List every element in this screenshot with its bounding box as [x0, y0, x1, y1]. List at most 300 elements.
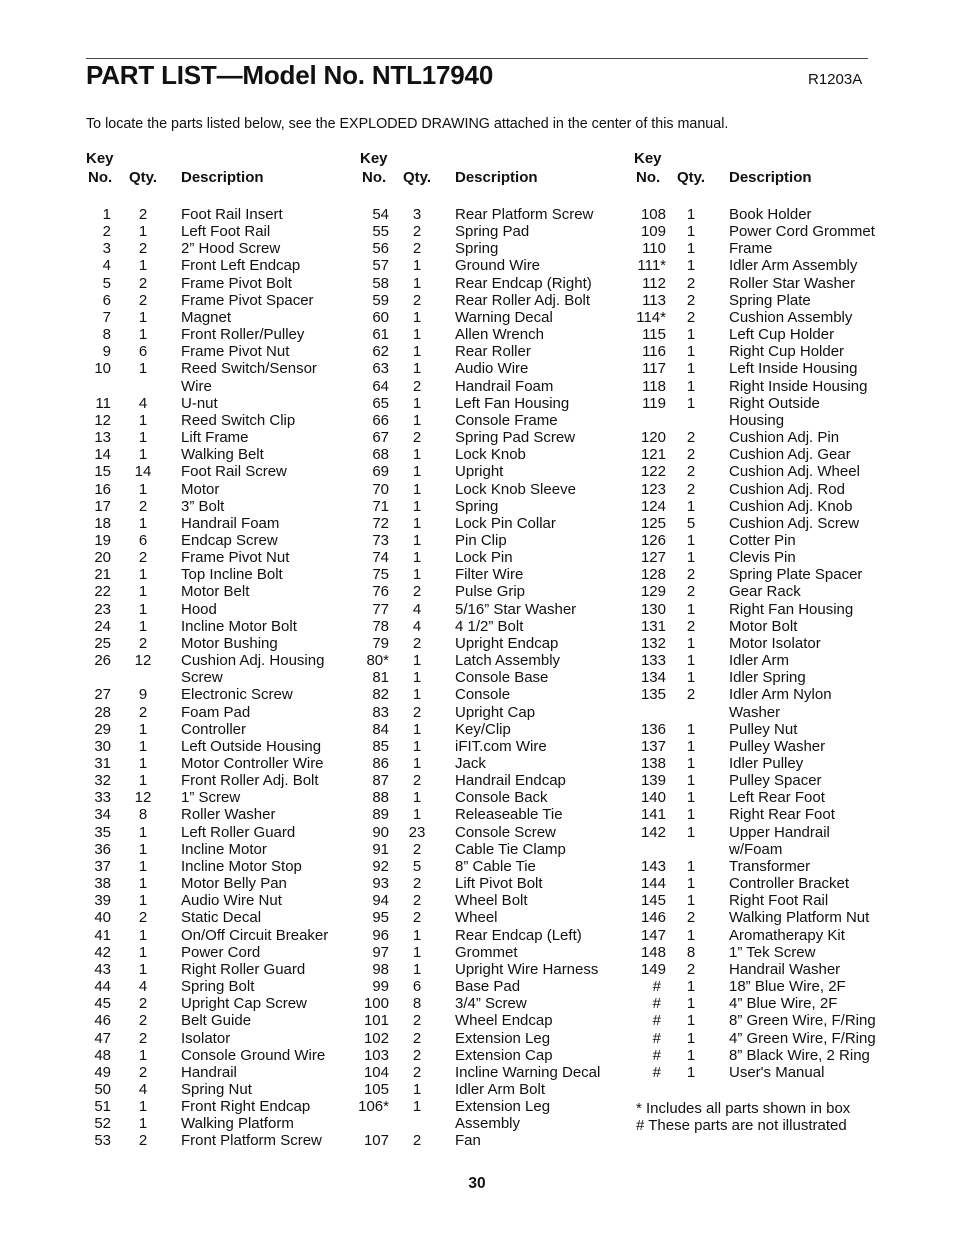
part-quantity: 1 [412, 274, 422, 292]
description-label: Description [455, 169, 538, 186]
part-quantity: 1 [686, 1012, 696, 1030]
part-description: Base Pad [455, 978, 521, 996]
no-label: No. [88, 169, 113, 186]
part-description: Reed Switch/Sensor [181, 360, 317, 378]
part-description: Console Base [455, 669, 549, 687]
part-quantity: 2 [686, 463, 696, 481]
part-description: Roller Washer [181, 806, 276, 824]
part-quantity: 1 [686, 1063, 696, 1081]
part-description: Upper Handrail [729, 823, 830, 841]
part-description: w/Foam [729, 840, 783, 858]
part-key-number: 22 [94, 583, 111, 601]
part-key-number: 99 [372, 978, 389, 996]
part-key-number: 27 [94, 686, 111, 704]
part-quantity: 1 [686, 652, 696, 670]
part-quantity: 2 [138, 909, 148, 927]
part-key-number: 44 [94, 978, 111, 996]
part-key-number: 8 [102, 326, 111, 344]
part-description: Motor Belly Pan [181, 875, 287, 893]
part-key-number: 48 [94, 1046, 111, 1064]
description-label: Description [181, 169, 264, 186]
part-key-number: 55 [372, 223, 389, 241]
part-description: Audio Wire [455, 360, 529, 378]
part-key-number: 31 [94, 755, 111, 772]
footnote-asterisk: * Includes all parts shown in box [636, 1100, 851, 1117]
part-description: Reed Switch Clip [181, 411, 296, 429]
part-quantity: 2 [412, 583, 422, 601]
part-quantity: 1 [138, 617, 148, 635]
part-key-number: 68 [372, 446, 389, 464]
description-label: Description [729, 169, 812, 186]
part-quantity: 8 [138, 806, 148, 824]
part-key-number: 51 [94, 1098, 111, 1116]
part-quantity: 1 [686, 326, 696, 344]
part-quantity: 1 [412, 926, 422, 944]
part-description: Power Cord Grommet [729, 223, 875, 241]
part-key-number: 90 [372, 823, 389, 841]
part-key-number: 81 [372, 669, 389, 687]
part-quantity: 1 [412, 549, 422, 567]
part-description: Rear Roller Adj. Bolt [455, 291, 591, 309]
part-description: Pulley Spacer [729, 772, 822, 790]
part-description: Idler Spring [729, 669, 806, 687]
part-description: Cotter Pin [729, 531, 796, 549]
part-quantity: 1 [686, 531, 696, 549]
part-description: Grommet [455, 943, 518, 961]
part-quantity: 1 [686, 206, 696, 223]
part-description: Front Left Endcap [181, 257, 301, 275]
part-quantity: 1 [686, 737, 696, 755]
part-key-number: 148 [640, 943, 666, 961]
part-quantity: 6 [138, 531, 148, 549]
part-quantity: 1 [412, 480, 422, 498]
part-quantity: 2 [412, 875, 422, 893]
part-description: Right Inside Housing [729, 377, 868, 395]
part-description: Left Roller Guard [181, 823, 296, 841]
part-quantity: 6 [412, 978, 422, 996]
part-quantity: 1 [412, 652, 422, 670]
part-key-number: 88 [372, 789, 389, 807]
part-key-number: 9 [102, 343, 111, 361]
part-quantity: 2 [686, 291, 696, 309]
part-quantity: 5 [686, 514, 696, 532]
part-key-number: 29 [94, 720, 111, 738]
part-quantity: 1 [412, 308, 422, 326]
part-description: Upright [455, 463, 504, 481]
part-quantity: 1 [412, 326, 422, 344]
part-description: Releaseable Tie [455, 806, 563, 824]
part-key-number: 103 [363, 1046, 389, 1064]
part-quantity: 1 [138, 960, 148, 978]
part-description: Front Roller Adj. Bolt [181, 772, 319, 790]
part-quantity: 2 [138, 549, 148, 567]
part-description: Frame Pivot Nut [181, 549, 290, 567]
part-key-number: 86 [372, 755, 389, 772]
part-quantity: 4 [138, 978, 148, 996]
part-description: Washer [729, 703, 781, 721]
part-description: Wire [181, 377, 212, 395]
part-key-number: 101 [363, 1012, 389, 1030]
part-key-number: 137 [640, 737, 666, 755]
part-key-number: 40 [94, 909, 111, 927]
part-quantity: 1 [686, 720, 696, 738]
part-key-number: 134 [640, 669, 666, 687]
part-description: Idler Pulley [729, 755, 804, 772]
part-quantity: 9 [138, 686, 148, 704]
page-title: PART LIST—Model No. NTL17940 [86, 60, 494, 90]
part-quantity: 1 [412, 257, 422, 275]
page-number: 30 [468, 1175, 486, 1192]
part-description: Rear Endcap (Right) [455, 274, 592, 292]
part-key-number: 127 [640, 549, 666, 567]
part-description: Cushion Adj. Knob [729, 497, 853, 515]
part-key-number: 107 [363, 1132, 389, 1150]
part-key-number: 32 [94, 772, 111, 790]
part-quantity: 1 [138, 600, 148, 618]
part-key-number: 120 [640, 429, 666, 447]
part-key-number: 145 [640, 892, 666, 910]
part-key-number: 129 [640, 583, 666, 601]
part-quantity: 1 [412, 1098, 422, 1116]
part-key-number: 115 [642, 326, 666, 344]
part-description: Left Inside Housing [729, 360, 858, 378]
part-key-number: 116 [642, 343, 666, 361]
part-key-number: 35 [94, 823, 111, 841]
part-description: Idler Arm Bolt [455, 1080, 546, 1098]
part-description: Extension Leg [455, 1029, 551, 1047]
part-key-number: 50 [94, 1080, 111, 1098]
part-key-number: 38 [94, 875, 111, 893]
part-description: Hood [181, 600, 217, 618]
part-description: Pulley Washer [729, 737, 826, 755]
part-description: Upright Cap Screw [181, 995, 307, 1013]
part-description: Electronic Screw [181, 686, 293, 704]
part-key-number: 37 [94, 857, 111, 875]
part-quantity: 2 [412, 1012, 422, 1030]
part-key-number: 69 [372, 463, 389, 481]
part-key-number: 124 [640, 497, 666, 515]
part-key-number: # [652, 995, 661, 1013]
part-key-number: 24 [94, 617, 111, 635]
part-key-number: 141 [640, 806, 666, 824]
part-quantity: 1 [686, 892, 696, 910]
part-quantity: 1 [138, 737, 148, 755]
part-quantity: 1 [138, 429, 148, 447]
part-description: Cushion Adj. Rod [729, 480, 845, 498]
part-quantity: 1 [412, 463, 422, 481]
part-quantity: 1 [412, 686, 422, 704]
part-description: Handrail Endcap [455, 772, 566, 790]
part-key-number: 119 [642, 394, 666, 412]
part-key-number: 109 [640, 223, 666, 241]
part-key-number: 82 [372, 686, 389, 704]
part-quantity: 1 [138, 411, 148, 429]
part-quantity: 2 [138, 1012, 148, 1030]
part-quantity: 2 [412, 377, 422, 395]
part-quantity: 5 [412, 857, 422, 875]
part-quantity: 1 [686, 360, 696, 378]
part-quantity: 2 [412, 892, 422, 910]
part-key-number: 59 [372, 291, 389, 309]
part-quantity: 2 [686, 909, 696, 927]
part-quantity: 23 [408, 823, 426, 841]
part-key-number: 47 [94, 1029, 111, 1047]
part-quantity: 2 [686, 583, 696, 601]
part-description: 1” Tek Screw [729, 943, 816, 961]
part-key-number: # [652, 978, 661, 996]
part-description: Cushion Assembly [729, 308, 853, 326]
part-description: Motor Controller Wire [181, 755, 324, 772]
part-key-number: 121 [640, 446, 666, 464]
part-key-number: 110 [642, 240, 666, 258]
part-quantity: 2 [412, 429, 422, 447]
part-quantity: 1 [686, 549, 696, 567]
part-key-number: 4 [102, 257, 111, 275]
part-quantity: 1 [686, 926, 696, 944]
part-key-number: 74 [372, 549, 389, 567]
part-key-number: 64 [372, 377, 389, 395]
part-quantity: 2 [686, 566, 696, 584]
part-key-number: 135 [640, 686, 666, 704]
part-description: Wheel Bolt [455, 892, 528, 910]
part-quantity: 1 [138, 892, 148, 910]
part-key-number: 20 [94, 549, 111, 567]
part-key-number: 142 [640, 823, 666, 841]
key-label: Key [86, 150, 114, 167]
footnotes [636, 1100, 850, 1134]
part-quantity: 1 [138, 223, 148, 241]
part-quantity: 1 [686, 240, 696, 258]
part-key-number: 1 [102, 206, 111, 223]
part-description: Rear Roller [455, 343, 531, 361]
part-key-number: 12 [94, 411, 111, 429]
part-quantity: 1 [138, 480, 148, 498]
part-quantity: 1 [412, 1080, 422, 1098]
top-rule [86, 58, 868, 59]
part-quantity: 1 [686, 343, 696, 361]
part-quantity: 2 [138, 240, 148, 258]
part-key-number: 130 [640, 600, 666, 618]
part-key-number: 102 [363, 1029, 389, 1047]
part-key-number: 85 [372, 737, 389, 755]
part-description: Rear Platform Screw [455, 206, 594, 223]
part-key-number: 73 [372, 531, 389, 549]
part-key-number: 126 [640, 531, 666, 549]
part-description: Rear Endcap (Left) [455, 926, 582, 944]
part-quantity: 2 [686, 274, 696, 292]
part-description: Console Ground Wire [181, 1046, 326, 1064]
part-quantity: 2 [138, 1132, 148, 1150]
part-description: Motor [181, 480, 220, 498]
part-description: Key/Clip [455, 720, 511, 738]
part-quantity: 2 [412, 634, 422, 652]
part-description: Right Cup Holder [729, 343, 845, 361]
part-quantity: 1 [138, 360, 148, 378]
part-description: Upright Cap [455, 703, 536, 721]
part-description: Wheel Endcap [455, 1012, 553, 1030]
part-key-number: 87 [372, 772, 389, 790]
part-description: U-nut [181, 394, 218, 412]
part-key-number: 114* [636, 308, 666, 326]
part-quantity: 1 [412, 669, 422, 687]
part-quantity: 2 [412, 240, 422, 258]
part-key-number: 71 [372, 497, 389, 515]
part-quantity: 6 [138, 343, 148, 361]
intro-text: To locate the parts listed below, see the EXPLODED DRAWING attached in the center of this manual. [86, 116, 729, 132]
part-key-number: 60 [372, 308, 389, 326]
part-description: Console [455, 686, 511, 704]
part-description: Cable Tie Clamp [455, 840, 566, 858]
footnote-hash: # These parts are not illustrated [636, 1117, 847, 1135]
part-quantity: 1 [412, 360, 422, 378]
part-description: Right Outside [729, 394, 820, 412]
part-key-number: 54 [372, 206, 389, 223]
part-quantity: 12 [134, 789, 152, 807]
part-key-number: 46 [94, 1012, 111, 1030]
part-key-number: 2 [102, 223, 111, 241]
part-quantity: 1 [412, 566, 422, 584]
part-key-number: # [652, 1063, 661, 1081]
part-quantity: 8 [686, 943, 696, 961]
part-description: Idler Arm Assembly [729, 257, 858, 275]
part-key-number: 128 [640, 566, 666, 584]
part-description: Foot Rail Screw [181, 463, 287, 481]
part-description: Handrail Foam [181, 514, 280, 532]
part-quantity: 2 [412, 1063, 422, 1081]
part-description: Book Holder [729, 206, 812, 223]
part-quantity: 1 [138, 720, 148, 738]
part-key-number: 21 [94, 566, 111, 584]
part-quantity: 2 [686, 429, 696, 447]
part-quantity: 1 [686, 978, 696, 996]
part-key-number: 33 [94, 789, 111, 807]
part-description: Clevis Pin [729, 549, 796, 567]
part-description: User's Manual [729, 1063, 825, 1081]
part-description: Idler Arm Nylon [729, 686, 832, 704]
part-description: Aromatherapy Kit [729, 926, 845, 944]
part-description: Console Screw [455, 823, 556, 841]
part-key-number: 16 [94, 480, 111, 498]
part-quantity: 1 [412, 446, 422, 464]
part-quantity: 2 [412, 1046, 422, 1064]
part-description: Frame Pivot Spacer [181, 291, 314, 309]
part-quantity: 2 [412, 909, 422, 927]
part-key-number: 132 [640, 634, 666, 652]
part-key-number: # [652, 1046, 661, 1064]
part-key-number: 58 [372, 274, 389, 292]
part-quantity: 1 [686, 497, 696, 515]
part-quantity: 1 [138, 1115, 148, 1133]
part-description: Spring Pad Screw [455, 429, 576, 447]
part-key-number: 3 [102, 240, 111, 258]
part-description: Spring Nut [181, 1080, 252, 1098]
part-description: Spring Bolt [181, 978, 255, 996]
part-description: Static Decal [181, 909, 262, 927]
qty-label: Qty. [129, 169, 158, 186]
part-quantity: 1 [138, 446, 148, 464]
part-key-number: 100 [363, 995, 389, 1013]
part-description: Incline Warning Decal [455, 1063, 601, 1081]
part-description: Frame [729, 240, 773, 258]
part-key-number: 15 [94, 463, 111, 481]
part-description: Wheel [455, 909, 498, 927]
part-description: Incline Motor Stop [181, 857, 302, 875]
part-description: Endcap Screw [181, 531, 278, 549]
part-description: Lock Pin [455, 549, 513, 567]
part-quantity: 2 [138, 206, 148, 223]
part-quantity: 1 [686, 995, 696, 1013]
part-key-number: 75 [372, 566, 389, 584]
part-quantity: 1 [686, 257, 696, 275]
part-quantity: 1 [138, 875, 148, 893]
part-quantity: 2 [412, 291, 422, 309]
part-quantity: 1 [138, 583, 148, 601]
part-key-number: 76 [372, 583, 389, 601]
part-quantity: 1 [138, 823, 148, 841]
part-quantity: 2 [686, 686, 696, 704]
part-description: Handrail Foam [455, 377, 554, 395]
part-quantity: 1 [686, 789, 696, 807]
qty-label: Qty. [677, 169, 706, 186]
part-key-number: 57 [372, 257, 389, 275]
part-description: Controller [181, 720, 247, 738]
part-description: Isolator [181, 1029, 231, 1047]
part-description: Upright Wire Harness [455, 960, 599, 978]
part-description: Left Fan Housing [455, 394, 570, 412]
part-description: 3” Bolt [181, 497, 225, 515]
part-quantity: 1 [412, 531, 422, 549]
part-quantity: 1 [138, 566, 148, 584]
part-description: Lift Pivot Bolt [455, 875, 543, 893]
part-key-number: 19 [94, 531, 111, 549]
part-description: Walking Platform Nut [729, 909, 870, 927]
part-quantity: 1 [686, 394, 696, 412]
part-description: Lock Knob [455, 446, 526, 464]
part-description: Pulse Grip [455, 583, 526, 601]
part-quantity: 1 [412, 960, 422, 978]
part-key-number: 122 [640, 463, 666, 481]
part-key-number: 67 [372, 429, 389, 447]
part-quantity: 2 [412, 840, 422, 858]
part-key-number: 5 [102, 274, 111, 292]
part-key-number: 105 [363, 1080, 389, 1098]
part-quantity: 1 [138, 772, 148, 790]
part-key-number: 66 [372, 411, 389, 429]
part-description: Console Back [455, 789, 548, 807]
part-key-number: 7 [102, 308, 111, 326]
part-quantity: 3 [412, 206, 422, 223]
part-quantity: 2 [686, 617, 696, 635]
part-quantity: 2 [412, 703, 422, 721]
part-description: 2” Hood Screw [181, 240, 281, 258]
part-description: Front Right Endcap [181, 1098, 311, 1116]
part-key-number: 143 [640, 857, 666, 875]
part-key-number: 70 [372, 480, 389, 498]
part-description: Front Roller/Pulley [181, 326, 305, 344]
part-quantity: 2 [686, 446, 696, 464]
part-key-number: 89 [372, 806, 389, 824]
part-key-number: 43 [94, 960, 111, 978]
part-description: Walking Belt [181, 446, 264, 464]
part-key-number: 25 [94, 634, 111, 652]
part-description: Cushion Adj. Housing [181, 652, 325, 670]
part-quantity: 4 [412, 600, 422, 618]
part-key-number: 26 [94, 652, 111, 670]
part-key-number: 61 [372, 326, 389, 344]
part-key-number: 36 [94, 840, 111, 858]
part-description: Ground Wire [455, 257, 541, 275]
part-key-number: 63 [372, 360, 389, 378]
